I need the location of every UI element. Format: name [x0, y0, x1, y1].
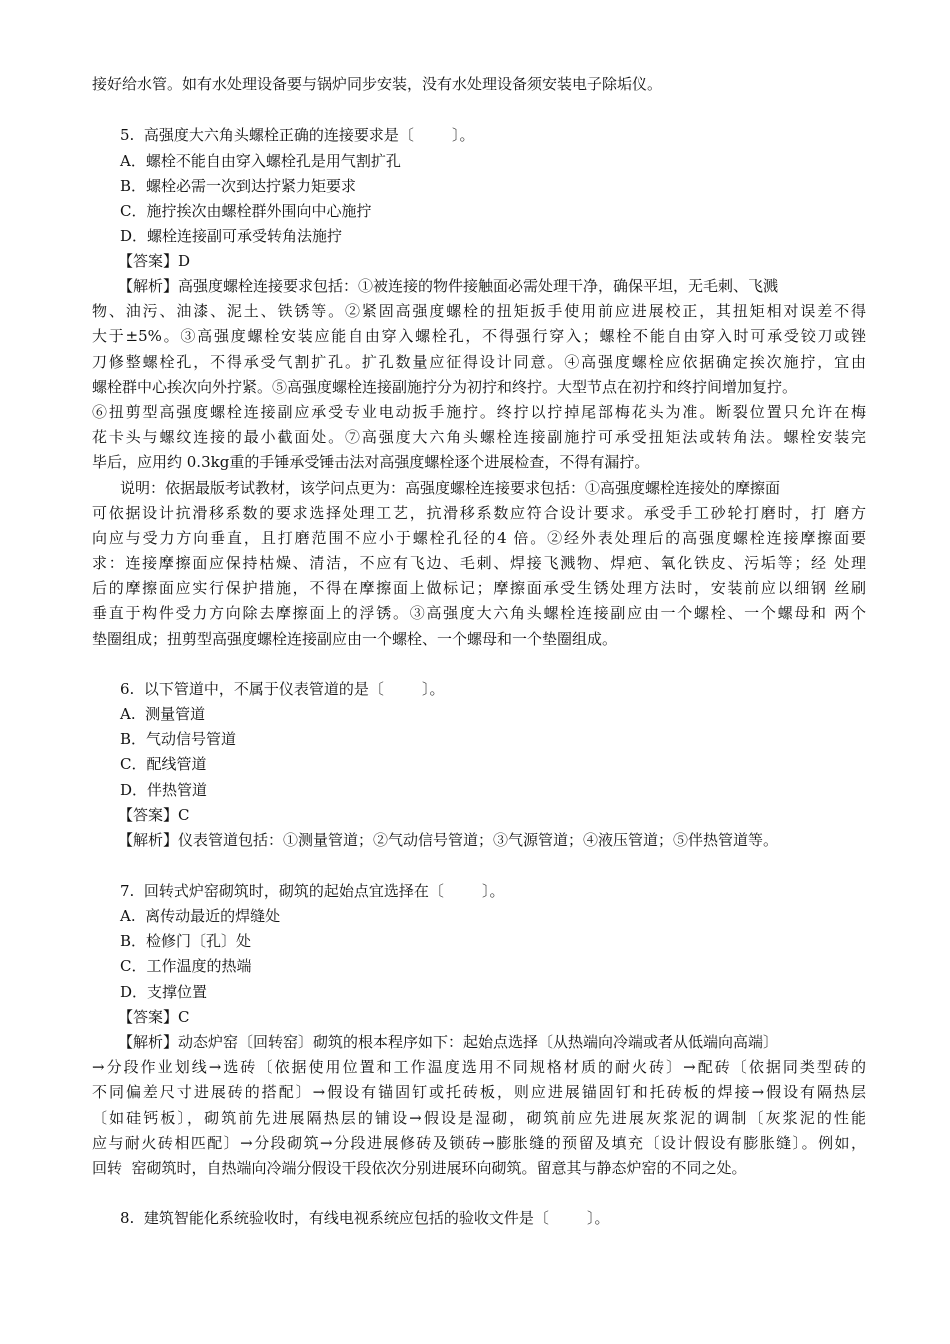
analysis-line: 物、油污、油漆、泥土、铁锈等。②紧固高强度螺栓的扭矩扳手使用前应进展校正，其扭矩相对误差不得 — [92, 302, 866, 320]
question-stem: 6. 以下管道中，不属于仪表管道的是〔 〕。 — [120, 680, 445, 698]
option-a: A．螺栓不能自由穿入螺栓孔是用气割扩孔 — [120, 152, 401, 170]
note-line: 可依据设计抗滑移系数的要求选择处理工艺，抗滑移系数应符合设计要求。承受手工砂轮打磨时，打 磨方 — [92, 504, 866, 522]
analysis-line: 大于±5%。③高强度螺栓安装应能自由穿入螺栓孔，不得强行穿入；螺栓不能自由穿入时可承受铰刀或锉 — [92, 327, 866, 345]
option-d: D．支撑位置 — [120, 983, 208, 1001]
analysis-line: 【解析】动态炉窑〔回转窑〕砌筑的根本程序如下：起始点选择〔从热端向冷端或者从低端向高端〕 — [118, 1033, 779, 1051]
analysis-line: 刀修整螺栓孔，不得承受气割扩孔。扩孔数量应征得设计同意。④高强度螺栓应依据确定挨次施拧，宜由 — [92, 353, 866, 371]
option-b: B．检修门〔孔〕处 — [120, 932, 252, 950]
note-line: 向应与受力方向垂直，且打磨范围不应小于螺栓孔径的4 倍。②经外表处理后的高强度螺栓连接摩擦面要 — [92, 529, 866, 547]
note-line: 后的摩擦面应实行保护措施，不得在摩擦面上做标记；摩擦面承受生锈处理方法时，安装前应以细钢 丝刷 — [92, 579, 866, 597]
analysis-line: 回转 窑砌筑时，自热端向冷端分假设干段依次分别进展环向砌筑。留意其与静态炉窑的不同之处。 — [92, 1159, 747, 1177]
analysis-line: 【解析】高强度螺栓连接要求包括：①被连接的物件接触面必需处理干净，确保平坦，无毛刺、飞溅 — [118, 277, 779, 295]
analysis-line: 〔如硅钙板〕，砌筑前先进展隔热层的铺设→假设是湿砌，砌筑前应先进展灰浆泥的调制〔灰浆泥的性能 — [92, 1109, 866, 1127]
analysis-line: ⑥扭剪型高强度螺栓连接副应承受专业电动扳手施拧。终拧以拧掉尾部梅花头为准。断裂位置只允许在梅 — [92, 403, 866, 421]
note-line: 垂直于构件受力方向除去摩擦面上的浮锈。③高强度大六角头螺栓连接副应由一个螺栓、一个螺母和 两个 — [92, 604, 866, 622]
answer-line: 【答案】C — [118, 1008, 190, 1026]
option-c: C．配线管道 — [120, 755, 207, 773]
answer-line: 【答案】C — [118, 806, 190, 824]
text-line: 接好给水管。如有水处理设备要与锅炉同步安装，没有水处理设备须安装电子除垢仪。 — [92, 75, 663, 93]
analysis-line: →分段作业划线→选砖〔依据使用位置和工作温度选用不同规格材质的耐火砖〕→配砖〔依据同类型砖的 — [92, 1058, 866, 1076]
question-stem: 7. 回转式炉窑砌筑时，砌筑的起始点宜选择在〔 〕。 — [120, 882, 505, 900]
analysis-line: 不同偏差尺寸进展砖的搭配〕→假设有锚固钉或托砖板，则应进展锚固钉和托砖板的焊接→假设有隔热层 — [92, 1083, 866, 1101]
note-line: 垫圈组成；扭剪型高强度螺栓连接副应由一个螺栓、一个螺母和一个垫圈组成。 — [92, 630, 618, 648]
option-a: A. 离传动最近的焊缝处 — [120, 907, 281, 925]
option-a: A. 测量管道 — [120, 705, 206, 723]
option-d: D．伴热管道 — [120, 781, 208, 799]
option-b: B．螺栓必需一次到达拧紧力矩要求 — [120, 177, 357, 195]
option-c: C．施拧挨次由螺栓群外围向中心施拧 — [120, 202, 372, 220]
question-stem: 8. 建筑智能化系统验收时，有线电视系统应包括的验收文件是〔 〕。 — [120, 1209, 610, 1227]
note-line: 说明：依据最版考试教材，该学问点更为：高强度螺栓连接要求包括：①高强度螺栓连接处的摩擦面 — [120, 479, 781, 497]
analysis-line: 花卡头与螺纹连接的最小截面处。⑦高强度大六角头螺栓连接副施拧可承受扭矩法或转角法。螺栓安装完 — [92, 428, 866, 446]
analysis-line: 【解析】仪表管道包括：①测量管道；②气动信号管道；③气源管道；④液压管道；⑤伴热管道等。 — [118, 831, 779, 849]
option-d: D．螺栓连接副可承受转角法施拧 — [120, 227, 343, 245]
analysis-line: 应与耐火砖相匹配〕→分段砌筑→分段进展修砖及锁砖→膨胀缝的预留及填充〔设计假设有膨胀缝〕。例如， — [92, 1134, 866, 1152]
analysis-line: 毕后，应用约 0.3kg重的手锤承受锤击法对高强度螺栓逐个进展检查，不得有漏拧。 — [92, 453, 650, 471]
question-stem: 5. 高强度大六角头螺栓正确的连接要求是〔 〕。 — [120, 126, 475, 144]
note-line: 求：连接摩擦面应保持枯燥、清洁，不应有飞边、毛刺、焊接飞溅物、焊疤、氧化铁皮、污垢等；经 处理 — [92, 554, 866, 572]
option-c: C．工作温度的热端 — [120, 957, 252, 975]
answer-line: 【答案】D — [118, 252, 191, 270]
analysis-line: 螺栓群中心挨次向外拧紧。⑤高强度螺栓连接副施拧分为初拧和终拧。大型节点在初拧和终拧间增加复拧。 — [92, 378, 798, 396]
option-b: B．气动信号管道 — [120, 730, 237, 748]
